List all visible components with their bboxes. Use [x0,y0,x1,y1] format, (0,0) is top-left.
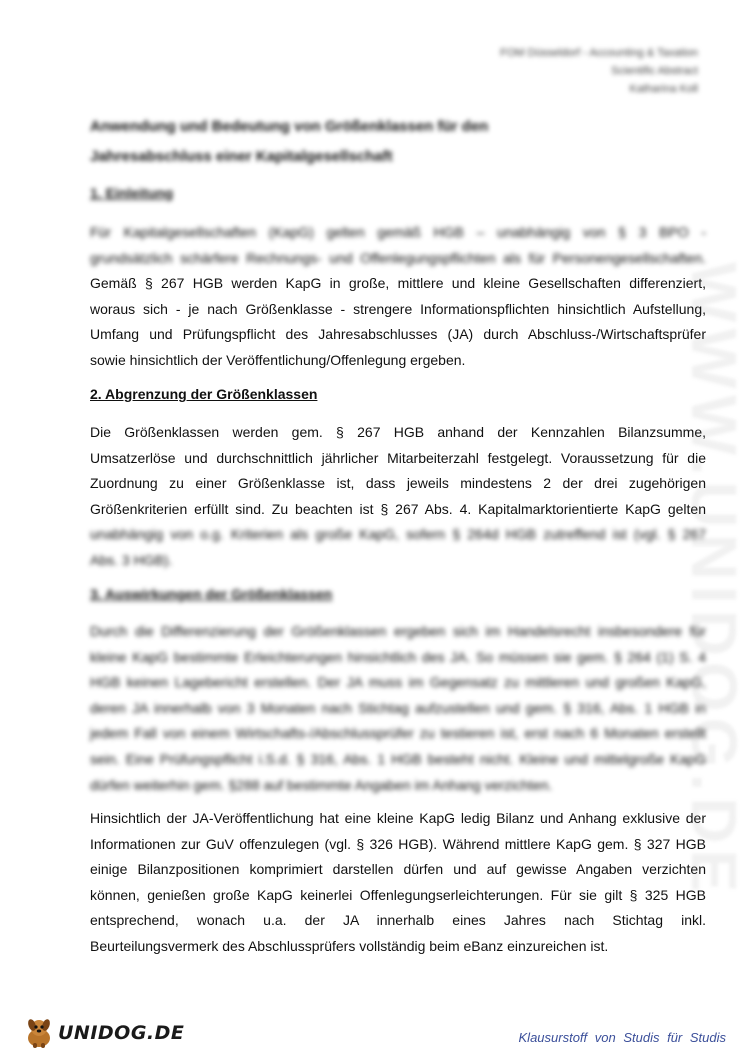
document-header [500,44,698,98]
text-line: Die Größenklassen werden gem. § 267 HGB anhand der Kennzahlen Bilanzsumme, [90,424,706,440]
text-line: entsprechend, wonach u.a. der JA innerhalb eines Jahres nach Stichtag inkl. [90,912,706,929]
watermark-text: WWW.UNIDOG.DE [678,261,750,899]
text-line: woraus sich - je nach Größenklasse - strengere Informationspflichten hinsichtlich Aufstellung, [90,300,706,317]
watermark [678,261,750,899]
text-line: jedem Fall von einem Wirtschafts-/Abschlussprüfer zu testieren ist, erst nach 6 Monaten erstellt [90,725,706,742]
section-2-paragraph [90,420,706,574]
text-line: Abs. 3 HGB). [90,551,173,568]
text-line: sein. Eine Prüfungspflicht i.S.d. § 316, Abs. 1 HGB besteht nicht. Kleine und mittelgroße KapG [90,750,706,767]
text-line: Hinsichtlich der JA-Veröffentlichung hat eine kleine KapG ledig Bilanz und Anhang exklusive der [90,810,706,826]
text-line: kleine KapG bestimmte Erleichterungen hinsichtlich des JA. So müssen sie gem. § 264 (1) S. 4 [90,648,706,665]
dog-mascot-icon [22,1016,56,1050]
text-line: deren JA innerhalb von 3 Monaten nach Stichtag aufzustellen und gem. § 316, Abs. 1 HGB in [90,699,706,716]
text-line: Durch die Differenzierung der Größenklassen ergeben sich im Handelsrecht insbesondere für [90,623,706,639]
header-doc-type: Scientific Abstract [611,65,698,77]
text-line: sowie hinsichtlich der Veröffentlichung/Offenlegung ergeben. [90,351,466,368]
text-line: Größenkriterien erfüllt sind. Zu beachten ist § 267 Abs. 4. Kapitalmarktorientierte KapG gelten [90,500,706,517]
section-1-heading: 1. Einleitung [90,185,174,201]
text-line: Gemäß § 267 HGB werden KapG in große, mittlere und kleine Gesellschaften differenziert, [90,275,706,292]
text-line: dürfen weiterhin gem. §288 auf bestimmte Angaben im Anhang verzichten. [90,776,553,793]
footer-logo[interactable] [22,1016,184,1050]
text-line: Beurteilungsvermerk des Abschlussprüfers vollständig beim eBanz einzureichen ist. [90,937,609,954]
header-author: Katharina Koll [629,83,698,95]
text-line: Informationen zur GuV offenzulegen (vgl. § 326 HGB). Während mittlere KapG gem. § 327 HGB [90,835,706,852]
text-line: einige Bilanzpositionen komprimiert darstellen dürfen und auf gewisse Angaben verzichten [90,861,706,878]
text-line: HGB keinen Lagebericht erstellen. Der JA muss im Gegensatz zu mittleren und großen KapG, [90,674,706,691]
text-line: Umfang und Prüfungspflicht des Jahresabschlusses (JA) durch Abschluss-/Wirtschaftsprüfer [90,326,706,343]
text-line: Zuordnung zu einer Größenklasse ist, dass jeweils mindestens 2 der drei zugehörigen [90,475,706,492]
text-line: Umsatzerlöse und durchschnittlich jährlicher Mitarbeiterzahl festgelegt. Voraussetzung für die [90,449,706,466]
section-3-paragraph-1 [90,619,706,798]
text-line: grundsätzlich schärfere Rechnungs- und Offenlegungspflichten als für Personengesellschaften. [90,249,706,266]
section-3-paragraph-2 [90,806,706,960]
text-line: Für Kapitalgesellschaften (KapG) gelten gemäß HGB – unabhängig von § 3 BPO - [90,224,706,240]
section-3-heading: 3. Auswirkungen der Größenklassen [90,586,333,602]
footer-tagline: Klausurstoff von Studis für Studis [518,1030,726,1045]
logo-text: UNIDOG.DE [58,1022,185,1044]
title-line-1: Anwendung und Bedeutung von Größenklassen für den [90,118,489,135]
title-line-2: Jahresabschluss einer Kapitalgesellschaft [90,148,393,165]
section-1-paragraph [90,220,706,374]
document-title [90,112,650,172]
section-2-heading: 2. Abgrenzung der Größenklassen [90,386,318,402]
text-line: können, genießen große KapG keinerlei Offenlegungserleichterungen. Für sie gilt § 325 HGB [90,886,706,903]
header-institution: FOM Düsseldorf - Accounting & Taxation [500,47,698,59]
text-line: unabhängig von o.g. Kriterien als große KapG, sofern § 264d HGB zutreffend ist (vgl. § 267 [90,526,706,543]
